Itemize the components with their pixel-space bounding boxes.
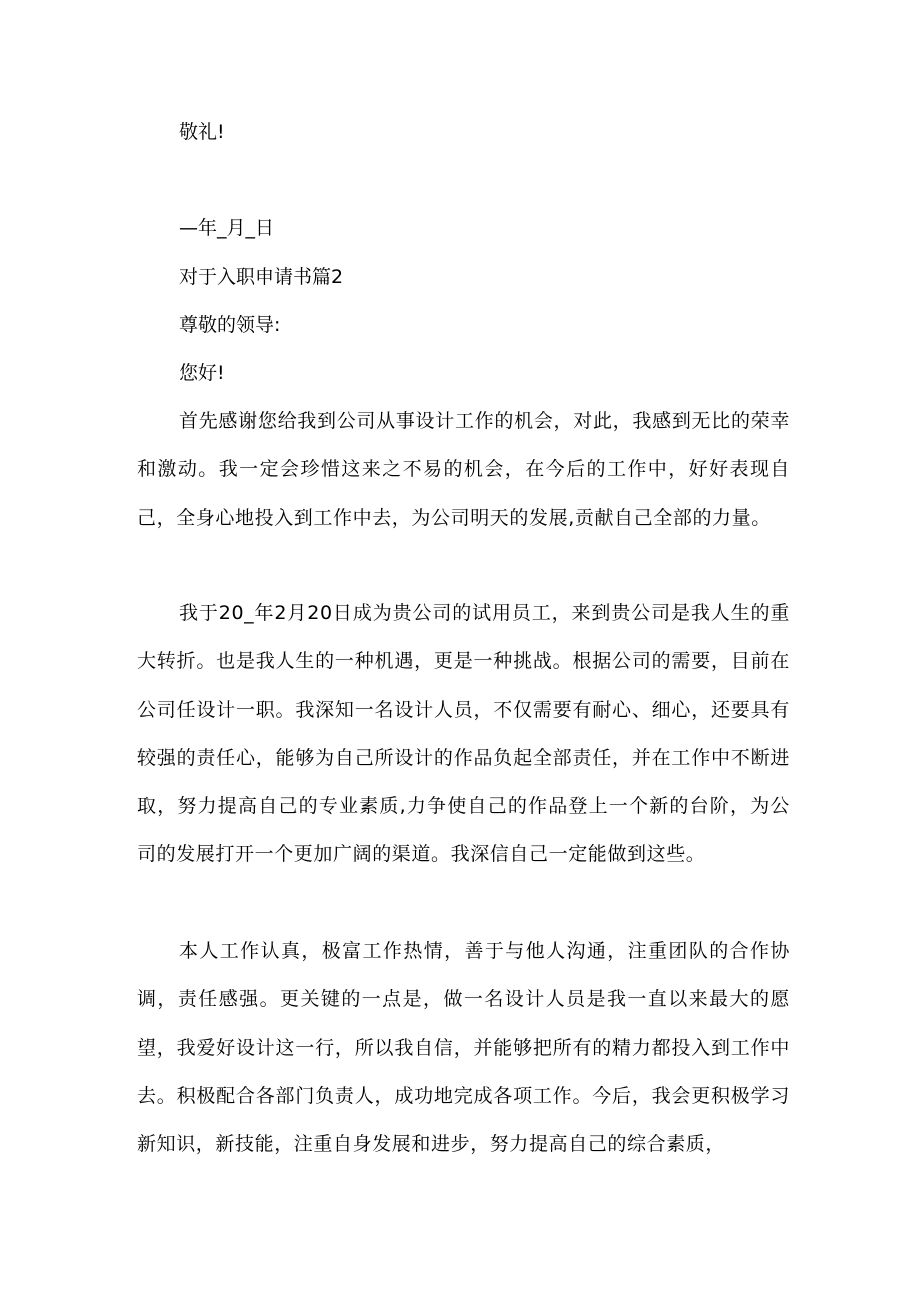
- salutation: 尊敬的领导:: [179, 314, 281, 336]
- date-line: —年_月_日: [179, 217, 275, 239]
- greeting: 您好!: [179, 362, 225, 384]
- paragraph-1: 首先感谢您给我到公司从事设计工作的机会，对此，我感到无比的荣幸和激动。我一定会珍惜这来之不易的机会，在今后的工作中，好好表现自己，全身心地投入到工作中去，为公司明天的发展,贡献自己全部的力量。: [137, 410, 790, 529]
- section-heading: 对于入职申请书篇2: [179, 266, 344, 288]
- closing-line: 敬礼!: [179, 121, 225, 143]
- paragraph-3: 本人工作认真，极富工作热情，善于与他人沟通，注重团队的合作协调，责任感强。更关键的一点是，做一名设计人员是我一直以来最大的愿望，我爱好设计这一行，所以我自信，并能够把所有的精力都投入到工作中去。积极配合各部门负责人，成功地完成各项工作。今后，我会更积极学习新知识，新技能，注重自身发展和进步，努力提高自己的综合素质，: [137, 940, 790, 1156]
- paragraph-2: 我于20_年2月20日成为贵公司的试用员工，来到贵公司是我人生的重大转折。也是我人生的一种机遇，更是一种挑战。根据公司的需要，目前在公司任设计一职。我深知一名设计人员，不仅需要有耐心、细心，还要具有较强的责任心，能够为自己所设计的作品负起全部责任，并在工作中不断进取，努力提高自己的专业素质,力争使自己的作品登上一个新的台阶，为公司的发展打开一个更加广阔的渠道。我深信自己一定能做到这些。: [137, 602, 790, 866]
